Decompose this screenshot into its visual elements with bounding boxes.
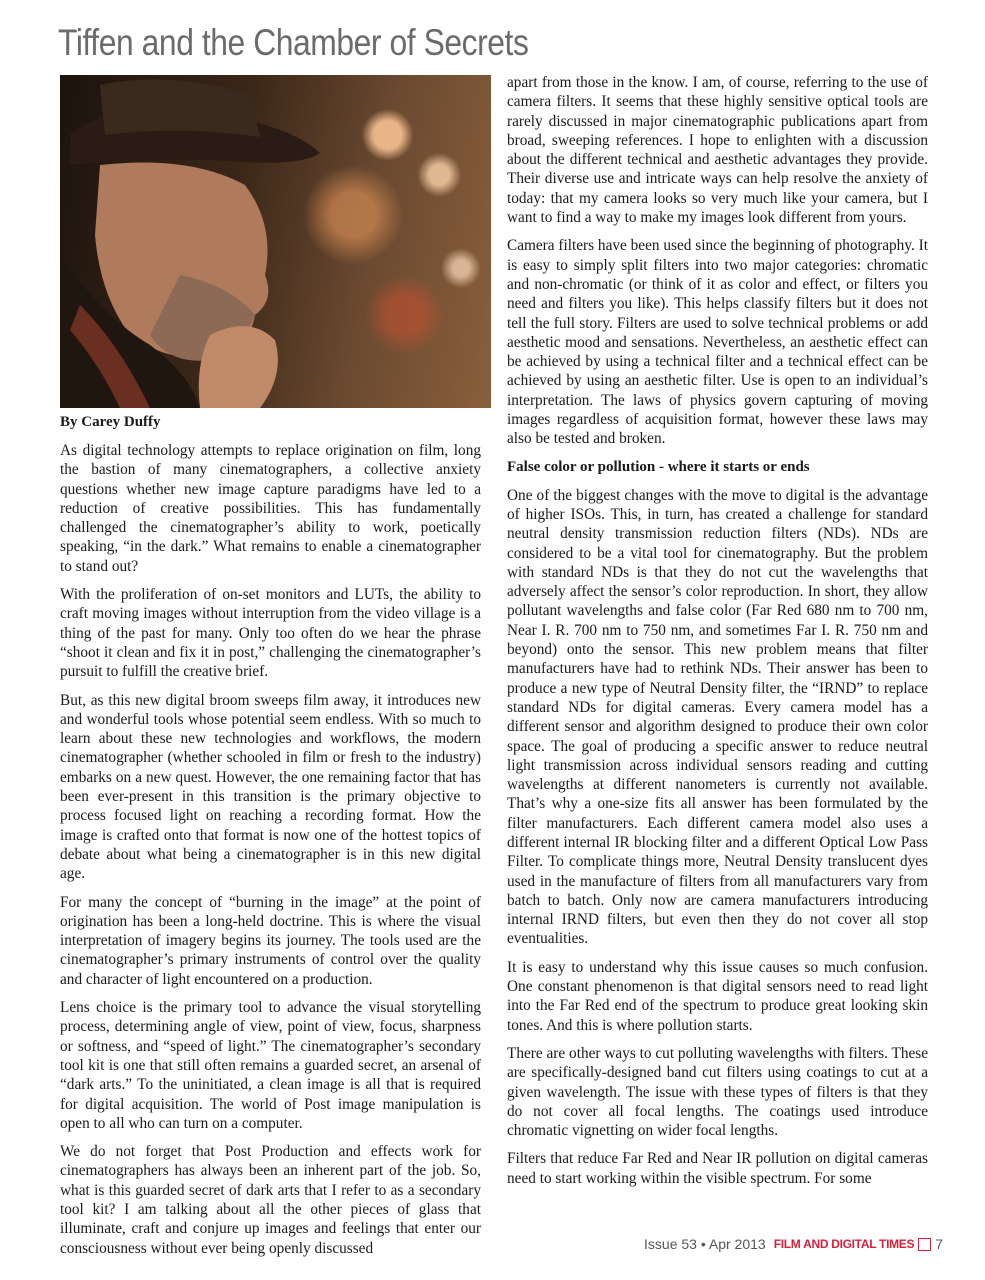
author-portrait-photo: [60, 75, 491, 408]
right-column: [507, 73, 928, 1197]
publication-logo: FILM AND DIGITAL TIMES: [773, 1237, 915, 1251]
paragraph: Lens choice is the primary tool to advance the visual storytelling process, determining angle of view, point of view, focus, sharpness or softness, and “speed of light.” The cinematographer’s secondary tool kit is one that still often remains a guarded secret, an arsenal of “dark arts.” To the uninitiated, a clean image is all that is required for digital acquisition. The world of Post image manipulation is open to all who can turn on a computer.: [60, 999, 481, 1132]
page-number: 7: [935, 1236, 943, 1252]
paragraph: As digital technology attempts to replace origination on film, long the bastion of many cinematographers, a collective anxiety questions whether new image capture paradigms have led to a reduction of creative possibilities. This has fundamentally challenged the cinematographer’s ability to work, poetically speaking, “in the dark.” What remains to enable a cinematographer to stand out?: [60, 442, 481, 575]
page-footer: [644, 1236, 943, 1252]
paragraph: There are other ways to cut polluting wavelengths with filters. These are specifically-designed band cut filters using coatings to cut at a given wavelength. The issue with these types of filters is that they do not cover all focal lengths. The coatings used introduce chromatic vignetting on wider focal lengths.: [507, 1044, 928, 1140]
paragraph: For many the concept of “burning in the image” at the point of origination has been a long-held doctrine. This is where the visual interpretation of imagery begins its journey. The tools used are the cinematographer’s primary instruments of control over the quality and character of light encountered on a production.: [60, 893, 481, 988]
article-title: Tiffen and the Chamber of Secrets: [58, 22, 529, 63]
paragraph: One of the biggest changes with the move to digital is the advantage of higher ISOs. This, in turn, has created a challenge for standard neutral density transmission reduction filters (NDs). NDs are considered to be a vital tool for cinematography. But the problem with standard NDs is that they do not cut the wavelengths that adversely affect the sensor’s color reproduction. In short, they allow pollutant wavelengths and false color (Far Red 680 nm to 700 nm, Near I. R. 700 nm to 750 nm, and sometimes Far I. R. 750 nm and beyond) onto the sensor. This new problem means that filter manufacturers have had to rethink NDs. Their answer has been to produce a new type of Neutral Density filter, the “IRND” to replace standard NDs for digital cameras. Every camera model has a different sensor and algorithm designed to produce their own color space. The goal of producing a specific answer to reduce neutral light transmission across individual sensors reading and cutting wavelengths at different nanometers is currently not available. That’s why a one-size fits all answer has been formulated by the filter manufacturers. Each different camera model also uses a different internal IR blocking filter and a different Optical Low Pass Filter. To complicate things more, Neutral Density translucent dyes used in the manufacture of filters from all manufacturers vary from batch to batch. Only now are camera manufacturers introducing internal IRND filters, but even then they do not cover all stop eventualities.: [507, 486, 928, 948]
paragraph: Filters that reduce Far Red and Near IR pollution on digital cameras need to start working within the visible spectrum. For some: [507, 1150, 928, 1187]
portrait-illustration: [60, 75, 491, 408]
paragraph: apart from those in the know. I am, of course, referring to the use of camera filters. It seems that these highly sensitive optical tools are rarely discussed in major cinematographic publications apart from broad, sweeping references. I hope to enlighten with a discussion about the different technical and aesthetic advantages they provide. Their diverse use and intricate ways can help resolve the anxiety of today: that my camera looks so very much like your camera, but I want to find a way to make my images look different from yours.: [507, 74, 928, 227]
paragraph: It is easy to understand why this issue causes so much confusion. One constant phenomenon is that digital sensors need to read light into the Far Red end of the spectrum to produce great looking skin tones. And this is where pollution starts.: [507, 958, 928, 1034]
byline: By Carey Duffy: [60, 414, 161, 430]
left-column: [60, 413, 481, 1267]
issue-date: Issue 53 • Apr 2013: [644, 1236, 766, 1252]
paragraph: Camera filters have been used since the beginning of photography. It is easy to simply split filters into two major categories: chromatic and non-chromatic (or think of it as color and effect, or filters you need and filters you like). This helps classify filters but it does not tell the full story. Filters are used to solve technical problems or add aesthetic mood and sensations. Nevertheless, an aesthetic effect can be achieved by using a technical filter and a technical effect can be achieved by using an aesthetic filter. Use is open to an individual’s interpretation. The laws of physics govern capturing of moving images regardless of acquisition format, however these laws may also be tested and broken.: [507, 237, 928, 448]
section-subhead: False color or pollution - where it starts or ends: [507, 458, 810, 475]
logo-square-icon: [918, 1238, 931, 1251]
paragraph: With the proliferation of on-set monitors and LUTs, the ability to craft moving images without interruption from the video village is a thing of the past for many. Only too often do we hear the phrase “shoot it clean and fix it in post,” challenging the cinematographer’s pursuit to fulfill the creative brief.: [60, 586, 481, 681]
paragraph: But, as this new digital broom sweeps film away, it introduces new and wonderful tools whose potential seem endless. With so much to learn about these new technologies and workflows, the modern cinematographer (whether schooled in film or fresh to the industry) embarks on a new quest. However, the one remaining factor that has been ever-present in this transition is the primary objective to process focused light on reaching a recording format. How the image is crafted onto that format is now one of the hottest topics of debate about what being a cinematographer is in this new digital age.: [60, 691, 481, 883]
paragraph: We do not forget that Post Production and effects work for cinematographers has always been an inherent part of the job. So, what is this guarded secret of dark arts that I refer to as a secondary tool kit? I am talking about all the other pieces of glass that illuminate, craft and conjure up images and feelings that enter our consciousness without ever being openly discussed: [60, 1143, 481, 1257]
